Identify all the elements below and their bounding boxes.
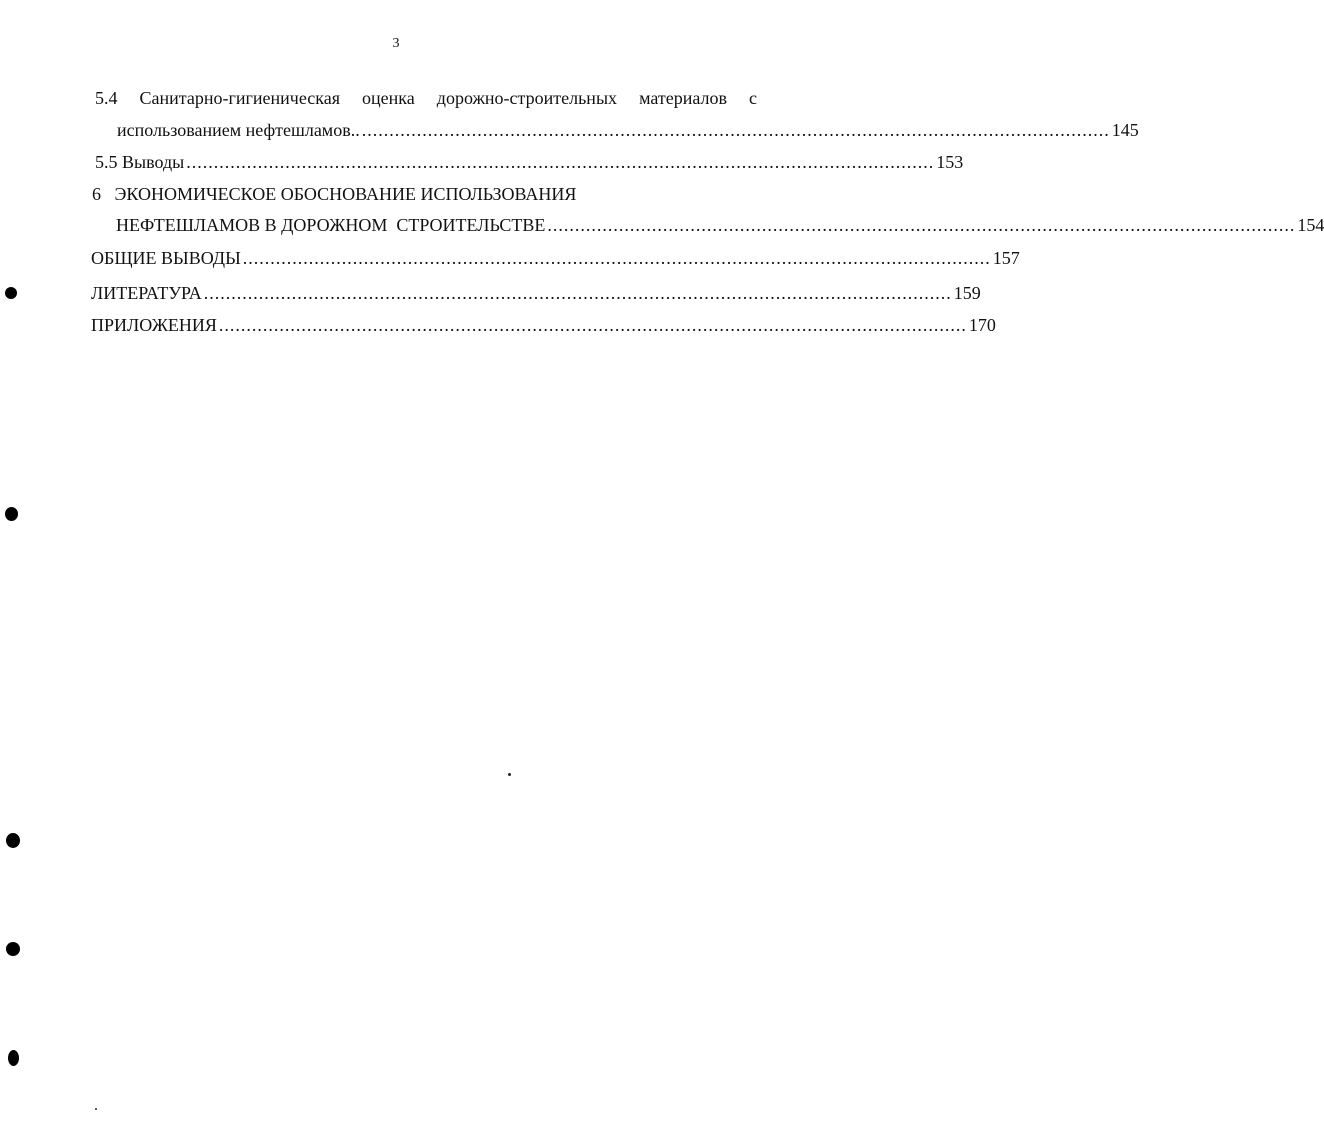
toc-entry-appendices-title: ПРИЛОЖЕНИЯ <box>91 315 217 335</box>
toc-entry-conclusions-title: ОБЩИЕ ВЫВОДЫ <box>91 248 241 268</box>
toc-entry-5-4-title: использованием нефтешламов.. <box>117 120 360 140</box>
dot-leader: ........................................................................................................................................ <box>242 248 991 268</box>
punch-hole <box>5 507 18 521</box>
toc-entry-5-5-title: 5.5 Выводы <box>95 152 185 172</box>
toc-entry-6-line2 <box>116 213 1324 237</box>
toc-entry-literature-title: ЛИТЕРАТУРА <box>91 283 202 303</box>
toc-entry-conclusions <box>91 246 1020 270</box>
toc-entry-5-5 <box>95 150 964 174</box>
toc-entry-5-4-line2 <box>117 118 1139 142</box>
toc-entry-6-page: 154 <box>1297 215 1324 235</box>
dot-leader: ........................................................................................................................................ <box>361 120 1110 140</box>
punch-hole <box>6 833 20 848</box>
scan-speck <box>508 773 511 776</box>
dot-leader: ........................................................................................................................................ <box>186 152 935 172</box>
toc-entry-6-title: НЕФТЕШЛАМОВ В ДОРОЖНОМ СТРОИТЕЛЬСТВЕ <box>116 215 546 235</box>
toc-entry-5-4-page: 145 <box>1111 120 1139 140</box>
toc-entry-6-line1: 6 ЭКОНОМИЧЕСКОЕ ОБОСНОВАНИЕ ИСПОЛЬЗОВАНИЯ <box>92 184 577 204</box>
toc-entry-5-4-line1: 5.4 Санитарно-гигиеническая оценка дорожно-строительных материалов с <box>95 88 757 108</box>
dot-leader: ........................................................................................................................................ <box>218 315 967 335</box>
toc-entry-literature-page: 159 <box>953 283 981 303</box>
dot-leader: ........................................................................................................................................ <box>203 283 952 303</box>
scan-speck <box>95 1108 97 1110</box>
punch-hole <box>5 287 17 299</box>
punch-hole <box>6 942 20 956</box>
dot-leader: ........................................................................................................................................ <box>547 215 1296 235</box>
toc-entry-literature <box>91 281 981 305</box>
toc-entry-appendices <box>91 313 996 337</box>
toc-entry-conclusions-page: 157 <box>992 248 1020 268</box>
toc-entry-appendices-page: 170 <box>968 315 996 335</box>
punch-hole <box>8 1050 19 1066</box>
toc-entry-5-5-page: 153 <box>936 152 964 172</box>
page-number: 3 <box>392 36 400 51</box>
